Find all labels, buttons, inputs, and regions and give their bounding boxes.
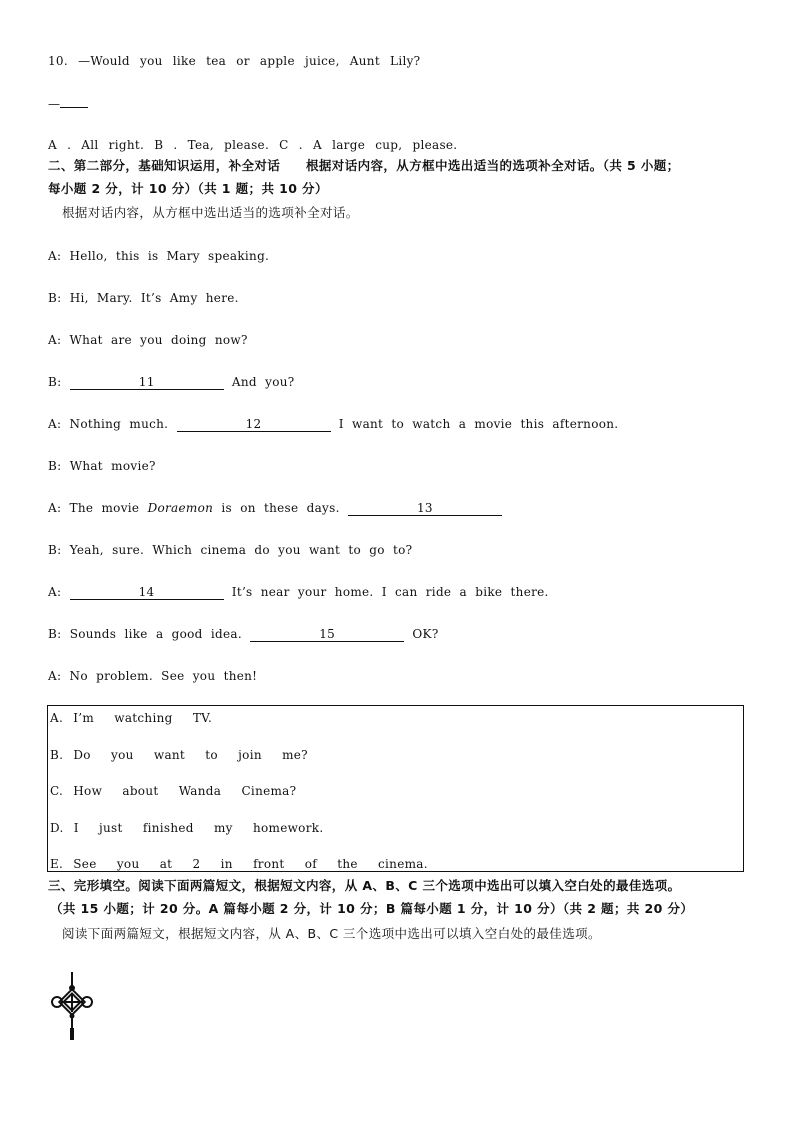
dialogue-line-9-tail: It’s near your home. I can ride a bike there. <box>223 585 549 599</box>
option-a: A. I’m watching TV. <box>50 711 213 725</box>
option-b: B. Do you want to join me? <box>50 748 308 762</box>
question-10-options: A . All right. B . Tea, please. C . A large cup, please. <box>48 138 458 152</box>
dialogue-line-2: B: Hi, Mary. It’s Amy here. <box>48 291 239 305</box>
speaker-a: A: <box>48 585 70 599</box>
part3-heading-line2: （共 15 小题；计 20 分。A 篇每小题 2 分，计 10 分；B 篇每小题 1 分，计 10 分）（共 2 题；共 20 分） <box>50 901 694 916</box>
part2-heading-line1: 二、第二部分，基础知识运用，补全对话 根据对话内容，从方框中选出适当的选项补全对话。（共 5 小题； <box>48 158 680 173</box>
answer-dash: — <box>48 97 61 111</box>
dialogue-line-4-tail: And you? <box>223 375 295 389</box>
question-10-answer-line <box>48 95 88 112</box>
dialogue-line-7-head: A: The movie <box>48 501 148 515</box>
blank-12[interactable]: 12 <box>177 417 331 432</box>
blank-15[interactable]: 15 <box>250 627 404 642</box>
dialogue-line-5-head: A: Nothing much. <box>48 417 177 431</box>
dialogue-line-6: B: What movie? <box>48 459 156 473</box>
dialogue-line-7 <box>48 500 502 516</box>
dialogue-line-5-tail: I want to watch a movie this afternoon. <box>330 417 619 431</box>
dialogue-line-5 <box>48 416 618 432</box>
dialogue-line-11: A: No problem. See you then! <box>48 669 258 683</box>
blank-11[interactable]: 11 <box>70 375 224 390</box>
option-d: D. I just finished my homework. <box>50 821 324 835</box>
chinese-knot-icon <box>50 972 94 1044</box>
answer-blank <box>60 95 88 108</box>
option-e: E. See you at 2 in front of the cinema. <box>50 857 428 871</box>
blank-13[interactable]: 13 <box>348 501 502 516</box>
dialogue-line-8: B: Yeah, sure. Which cinema do you want to go to? <box>48 543 413 557</box>
dialogue-line-4 <box>48 374 295 390</box>
dialogue-line-3: A: What are you doing now? <box>48 333 248 347</box>
dialogue-line-10 <box>48 626 439 642</box>
part2-instruction: 根据对话内容，从方框中选出适当的选项补全对话。 <box>62 205 359 220</box>
part3-heading-line1: 三、完形填空。阅读下面两篇短文，根据短文内容，从 A、B、C 三个选项中选出可以填入空白处的最佳选项。 <box>48 878 681 893</box>
question-10: 10. —Would you like tea or apple juice, Aunt Lily? <box>48 54 421 68</box>
options-box <box>47 705 744 872</box>
option-c: C. How about Wanda Cinema? <box>50 784 297 798</box>
blank-14[interactable]: 14 <box>70 585 224 600</box>
speaker-b: B: <box>48 375 70 389</box>
part3-instruction: 阅读下面两篇短文，根据短文内容，从 A、B、C 三个选项中选出可以填入空白处的最佳选项。 <box>62 926 601 941</box>
movie-title: Doraemon <box>147 501 214 515</box>
dialogue-line-7-mid: is on these days. <box>213 501 348 515</box>
dialogue-line-10-head: B: Sounds like a good idea. <box>48 627 251 641</box>
dialogue-line-1: A: Hello, this is Mary speaking. <box>48 249 270 263</box>
dialogue-line-9 <box>48 584 549 600</box>
dialogue-line-10-tail: OK? <box>404 627 439 641</box>
part2-heading-line2: 每小题 2 分，计 10 分）（共 1 题；共 10 分） <box>48 181 328 196</box>
